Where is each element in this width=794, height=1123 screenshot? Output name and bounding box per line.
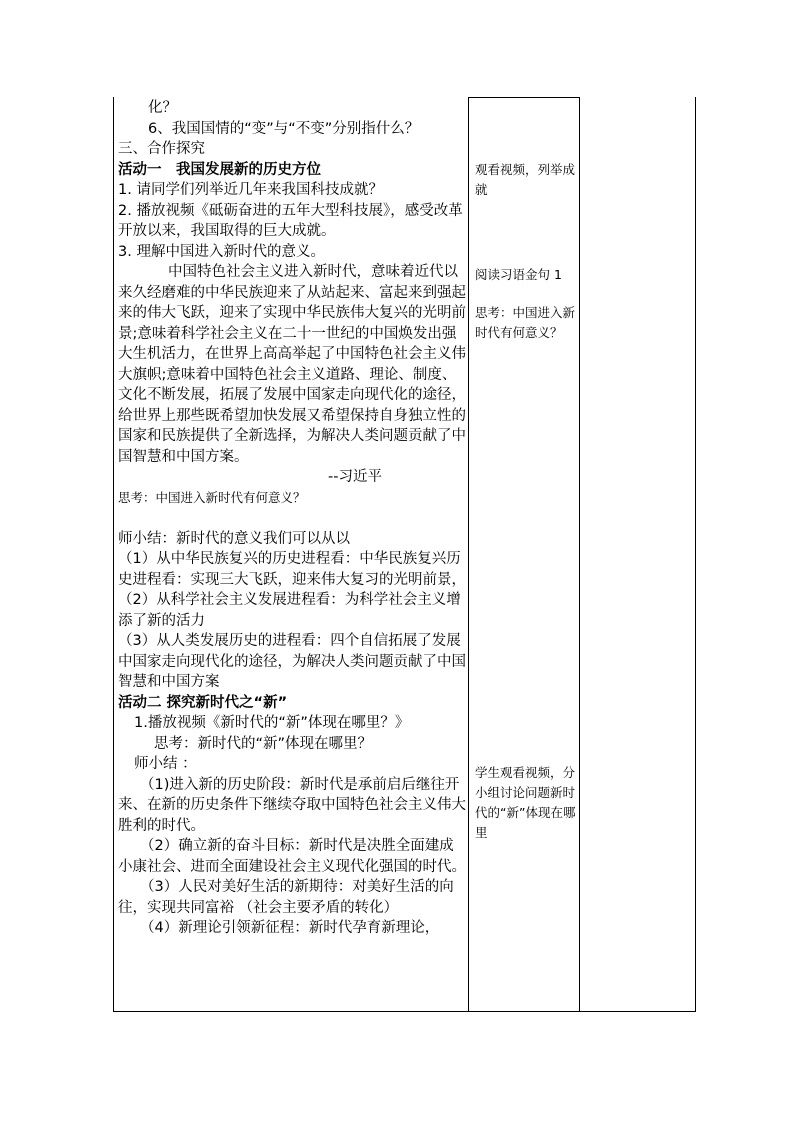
student-note-3: 思考：中国进入新时代有何意义？	[475, 305, 576, 340]
table-divider-2	[579, 97, 580, 1012]
section-heading: 三、合作探究	[118, 141, 205, 157]
question-5-end: 化？	[148, 100, 177, 116]
activity-2-think: 思考：新时代的“新”体现在哪里？	[154, 735, 373, 752]
lesson-content	[118, 98, 466, 939]
think-question-1: 思考：中国进入新时代有何意义？	[118, 489, 306, 505]
table-top-border	[468, 97, 580, 98]
question-6: 6、我国国情的“变”与“不变”分别指什么？	[148, 120, 420, 137]
summary-1-point-1: （1）从中华民族复兴的历史进程看：中华民族复兴历史进程看：实现三大飞跃，迎来伟大复习的光明前景，	[118, 551, 466, 588]
blank-line	[118, 508, 466, 529]
student-note-2: 阅读习语金句 1	[475, 267, 562, 282]
summary-2-point-1: （1)进入新的历史阶段：新时代是承前启后继往开来、在新的历史条件下继续夺取中国特色社会主义伟大胜利的时代。	[118, 776, 466, 834]
summary-1-point-3: （3）从人类发展历史的进程看：四个自信拓展了发展中国家走向现代化的途径，为解决人类问题贡献了中国智慧和中国方案	[118, 633, 466, 690]
summary-2-point-2: （2）确立新的奋斗目标：新时代是决胜全面建成小康社会、进而全面建设社会主义现代化强国的时代。	[118, 838, 466, 875]
quote-paragraph: 中国特色社会主义进入新时代，意味着近代以来久经磨难的中华民族迎来了从站起来、富起来到强起来的伟大飞跃，迎来了实现中华民族伟大复兴的光明前景;意味着科学社会主义在二十一世纪的中国焕发出强大生机活力，在世界上高高举起了中国特色社会主义伟大旗帜;意味着中国特色社会主义道路、理论、制度、文化不断发展，拓展了发展中国家走向现代化的途径，给世界上那些既希望加快发展又希望保持自身独立性的国家和民族提供了全新选择，为解决人类问题贡献了中国智慧和中国方案。	[118, 264, 466, 465]
summary-1-point-2: （2）从科学社会主义发展进程看：为科学社会主义增添了新的活力	[118, 592, 461, 629]
table-right-border	[695, 97, 696, 1012]
activity-2-title: 活动二 探究新时代之“新”	[118, 694, 288, 711]
activity-2-item-1: 1.播放视频《新时代的“新”体现在哪里？》	[134, 715, 410, 731]
summary-2-point-3: （3）人民对美好生活的新期待：对美好生活的向往，实现共同富裕 （社会主要矛盾的转化）	[118, 879, 454, 916]
table-divider-1	[468, 97, 469, 1012]
student-note-4: 学生观看视频，分小组讨论问题新时代的“新”体现在哪里	[475, 765, 576, 840]
table-bottom-border	[113, 1011, 696, 1012]
activity-1-item-1: 1. 请同学们列举近几年来我国科技成就？	[118, 182, 383, 198]
table-left-border	[113, 97, 114, 1012]
summary-2-point-4: （4）新理论引领新征程：新时代孕育新理论，	[140, 920, 440, 936]
summary-2-intro: 师小结 ：	[134, 756, 197, 772]
student-note-1: 观看视频，列举成就	[475, 162, 576, 197]
activity-1-item-3: 3. 理解中国进入新时代的意义。	[118, 243, 325, 260]
quote-source: --习近平	[328, 469, 382, 485]
activity-1-item-2: 2. 播放视频《砥砺奋进的五年大型科技展》，感受改革开放以来，我国取得的巨大成就。	[118, 202, 463, 239]
activity-1-title: 活动一 我国发展新的历史方位	[118, 161, 321, 178]
summary-1-intro: 师小结：新时代的意义我们可以从以	[118, 530, 350, 547]
